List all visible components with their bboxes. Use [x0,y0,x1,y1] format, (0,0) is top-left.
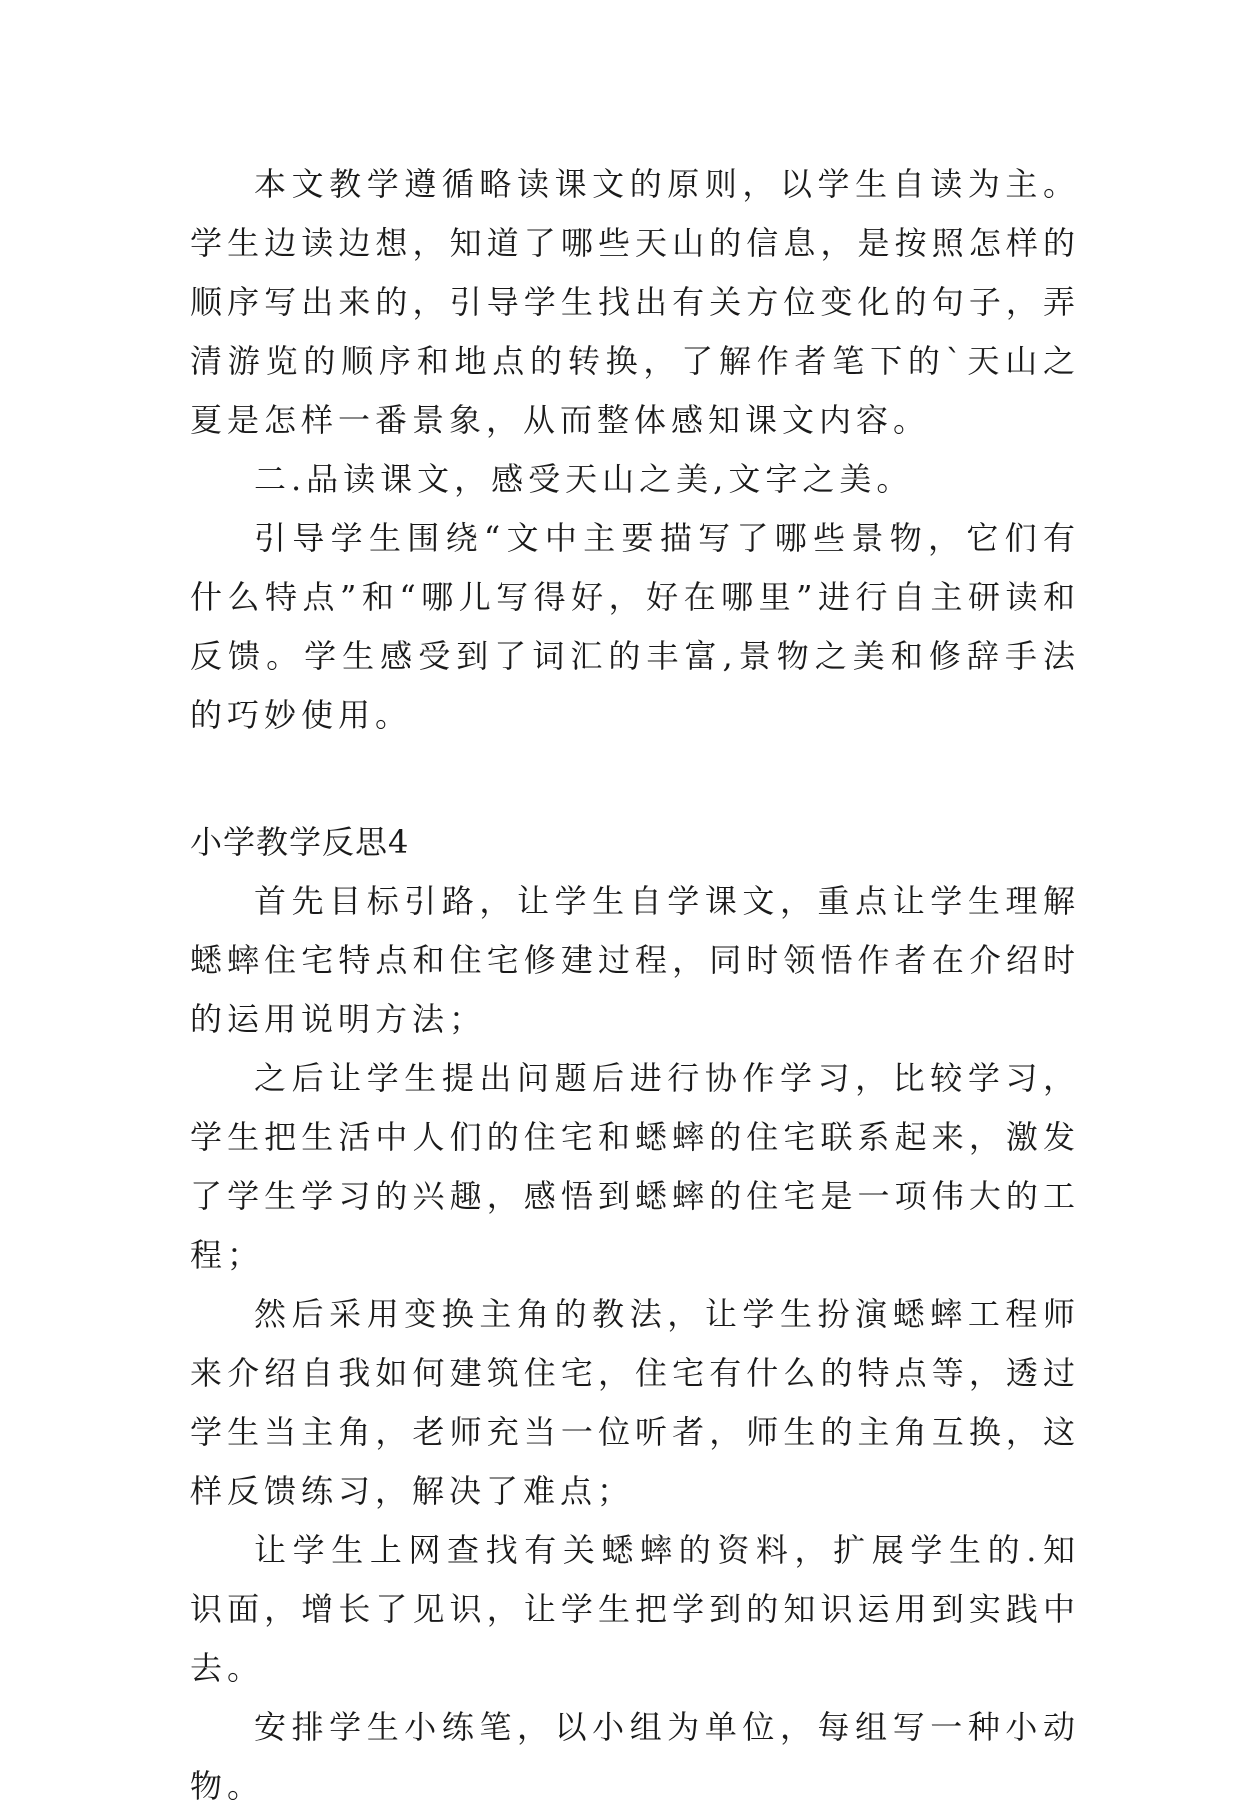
paragraph-cooperative-learning: 之后让学生提出问题后进行协作学习，比较学习，学生把生活中人们的住宅和蟋蟀的住宅联系起来，激发了学生学习的兴趣，感悟到蟋蟀的住宅是一项伟大的工程； [190,1059,1080,1274]
paragraph-online-research: 让学生上网查找有关蟋蟀的资料，扩展学生的.知识面，增长了见识，让学生把学到的知识运用到实践中去。 [190,1531,1080,1687]
paragraph-goal-guidance: 首先目标引路，让学生自学课文，重点让学生理解蟋蟀住宅特点和住宅修建过程，同时领悟作者在介绍时的运用说明方法； [190,882,1080,1038]
paragraph-reading-principle: 本文教学遵循略读课文的原则，以学生自读为主。学生边读边想，知道了哪些天山的信息，是按照怎样的顺序写出来的，引导学生找出有关方位变化的句子，弄清游览的顺序和地点的转换，了解作者笔下的`天山之夏是怎样一番景象，从而整体感知课文内容。 [190,165,1080,439]
section-spacer [190,745,1080,813]
paragraph-writing-practice: 安排学生小练笔，以小组为单位，每组写一种小动物。 [190,1708,1080,1805]
section-title: 小学教学反思4 [190,823,410,861]
paragraph-role-exchange: 然后采用变换主角的教法，让学生扮演蟋蟀工程师来介绍自我如何建筑住宅，住宅有什么的特点等，透过学生当主角，老师充当一位听者，师生的主角互换，这样反馈练习，解决了难点； [190,1295,1080,1510]
paragraph-guided-reading: 引导学生围绕“文中主要描写了哪些景物，它们有什么特点”和“哪儿写得好，好在哪里”进行自主研读和反馈。学生感受到了词汇的丰富,景物之美和修辞手法的巧妙使用。 [190,519,1080,734]
paragraph-step-two-heading: 二.品读课文，感受天山之美,文字之美。 [254,460,914,498]
document-page [190,155,1080,1816]
